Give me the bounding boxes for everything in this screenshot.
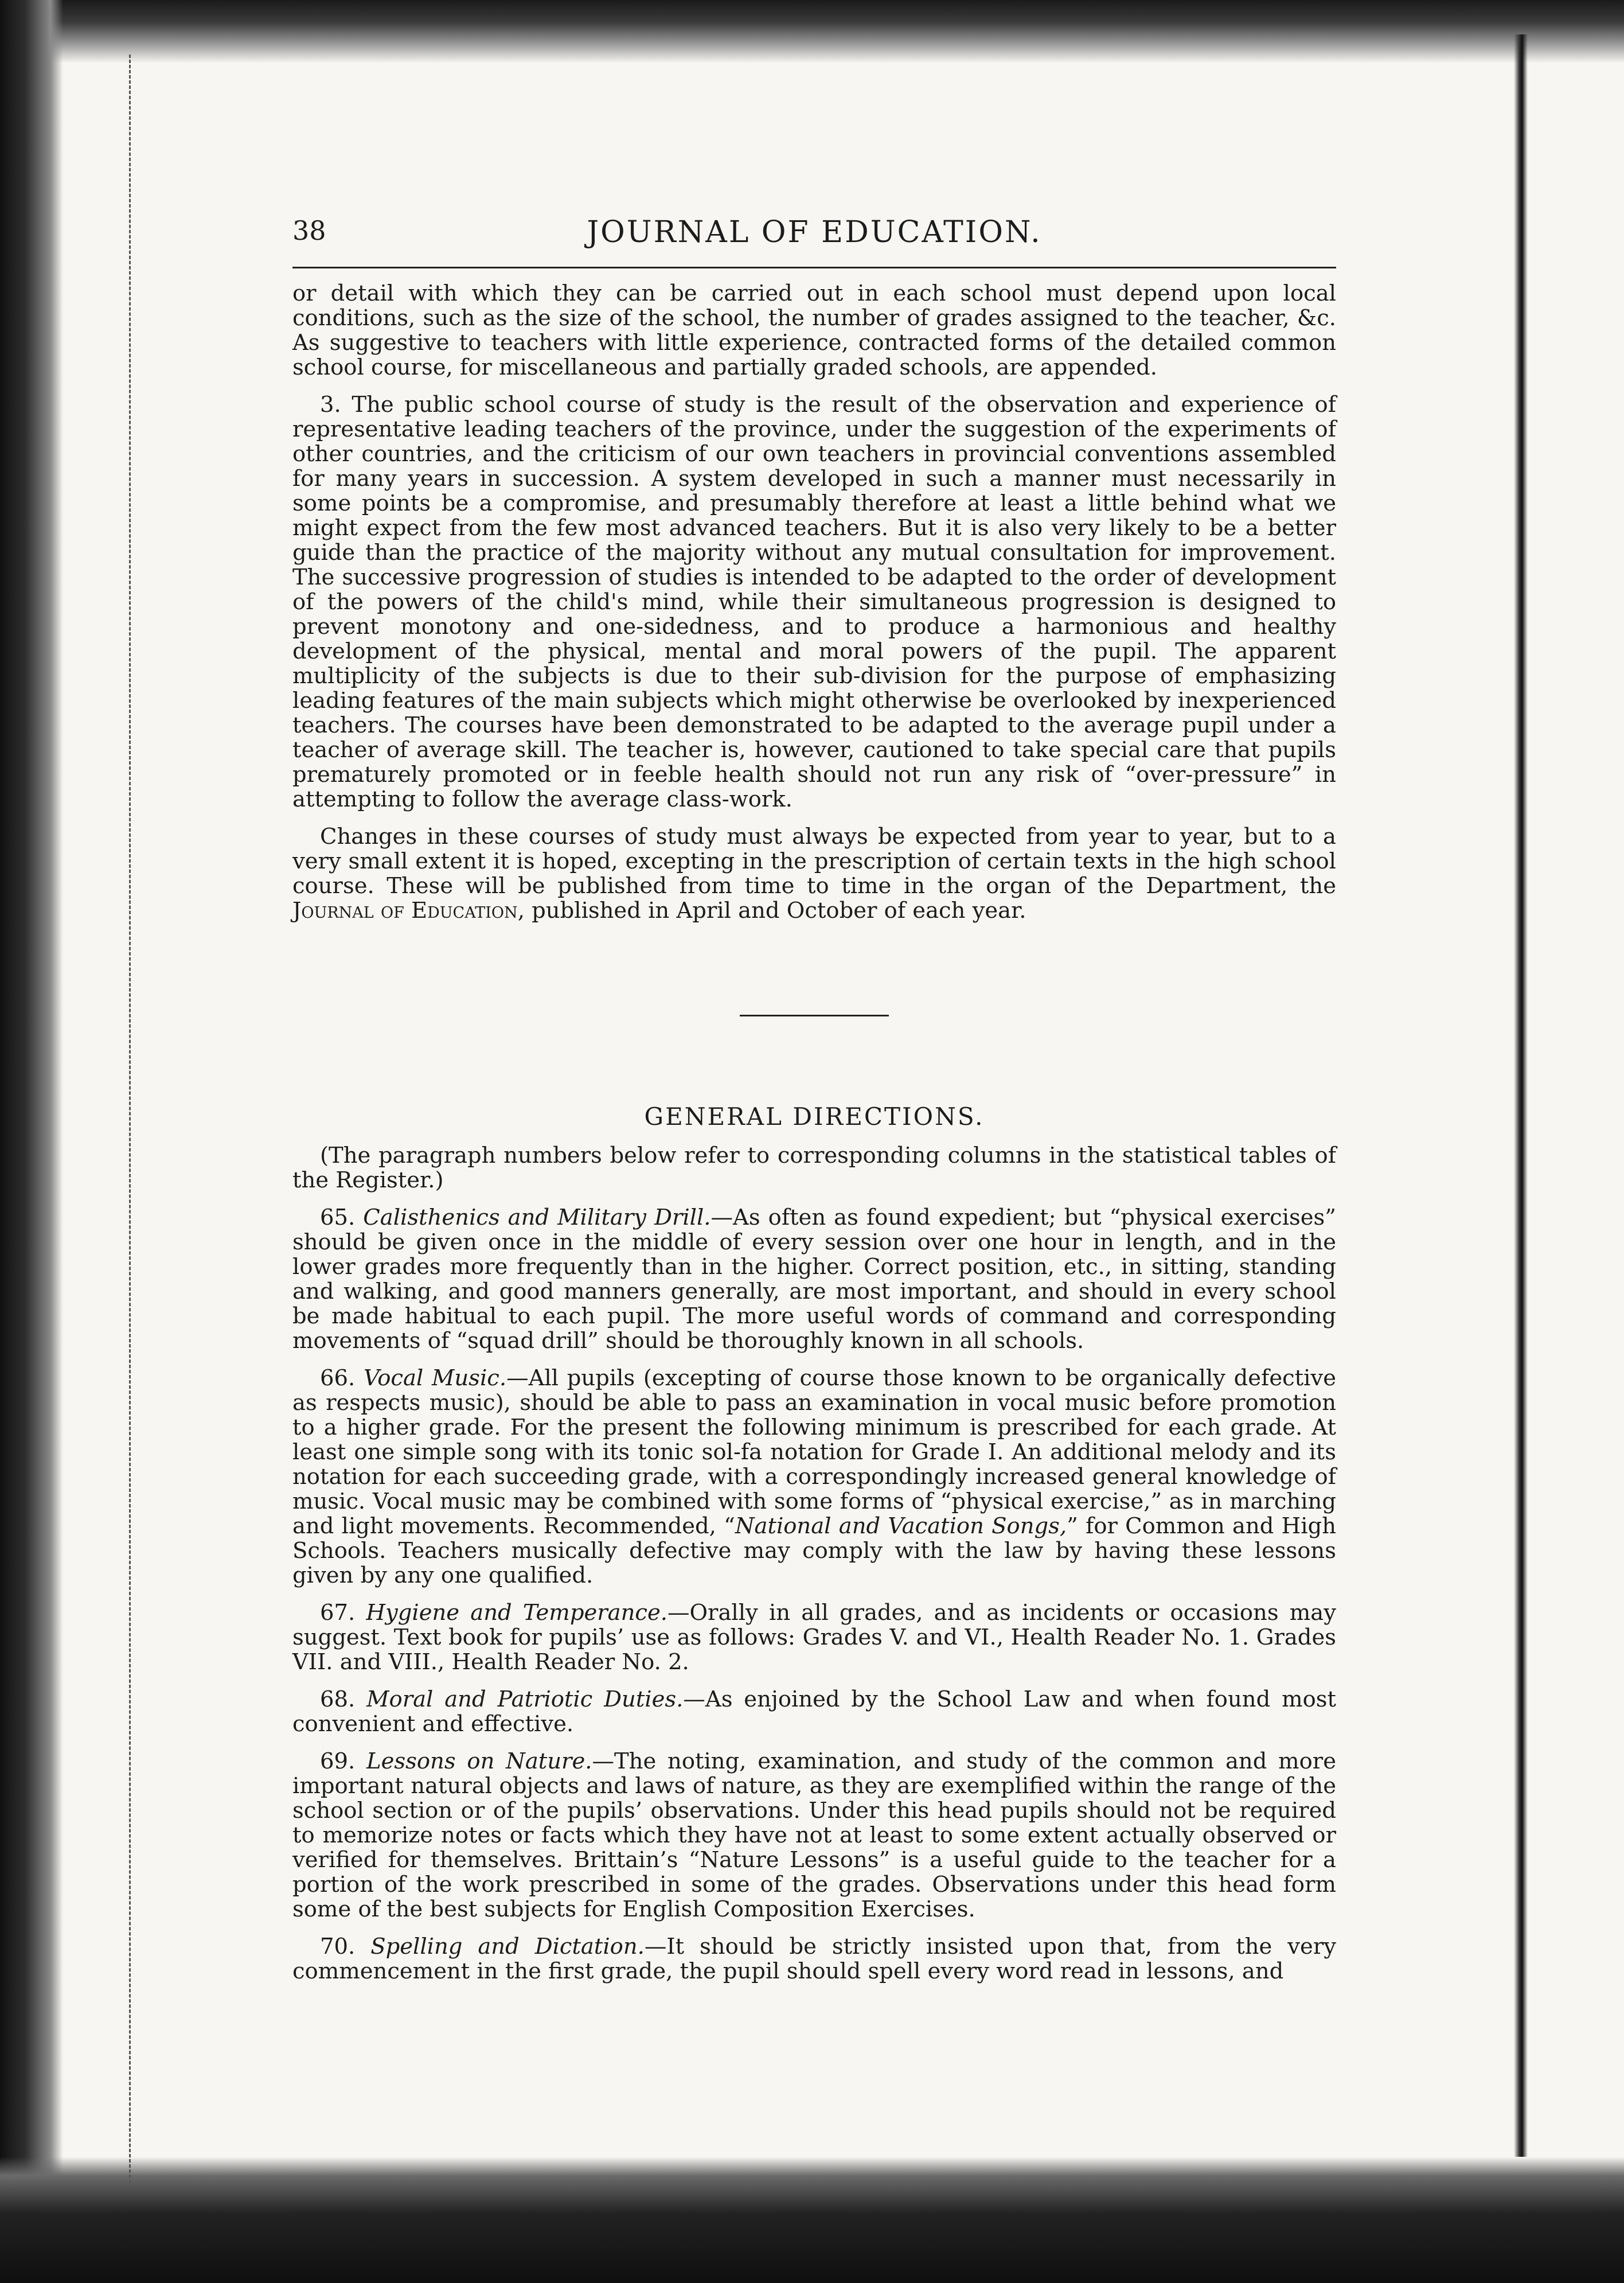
scan-shadow-left — [0, 0, 63, 2283]
item-title: Calisthenics and Military Drill. — [363, 1205, 711, 1230]
page-header — [292, 204, 1336, 267]
item-title: Vocal Music. — [363, 1365, 507, 1391]
journal-title: Journal of Education — [292, 898, 518, 924]
header-rule — [292, 267, 1336, 268]
item-body: —Orally in all grades, and as incidents or occasions may suggest. Text book for pupils’ use as follows: Grades V. and VI., Health Reader No. 1. Grades VII. and VIII., Health Reader No. 2. — [292, 1600, 1336, 1675]
directions-item-68 — [292, 1687, 1336, 1736]
item-body: —As often as found expedient; but “physical exercises” should be given once in the middle of every session over one hour in length, and in the lower grades more frequently than in the higher. Correct position, etc., in sitting, standing and walking, and good manners generally, are most important, and should in every school be made habitual to each pupil. The more useful words of command and corresponding movements of “squad drill” should be thoroughly known in all schools. — [292, 1205, 1336, 1354]
item-title: Moral and Patriotic Duties. — [366, 1686, 684, 1712]
changes-paragraph — [292, 824, 1336, 923]
item-title: Lessons on Nature. — [366, 1748, 592, 1774]
directions-item-67 — [292, 1600, 1336, 1674]
item-body-continued: ” for Common and High Schools. Teachers musically defective may comply with the law by having these lessons given by any one qualified. — [292, 1513, 1337, 1588]
directions-item-66 — [292, 1366, 1336, 1588]
section-note: (The paragraph numbers below refer to corresponding columns in the statistical tables of the Register.) — [292, 1143, 1336, 1193]
paragraph-3: 3. The public school course of study is the result of the observation and experience of representative leading teachers of the province, under the suggestion of the experiments of other countries, and the criticism of our own teachers in provincial conventions assembled for many years in succession. A system developed in such a manner must necessarily in some points be a compromise, and presumably therefore at least a little behind what we might expect from the few most advanced teachers. But it is also very likely to be a better guide than the practice of the majority without any mutual consultation for improvement. The successive progression of studies is intended to be adapted to the order of development of the powers of the child's mind, while their simultaneous progression is designed to prevent monotony and one-sidedness, and to produce a harmonious and healthy development of the physical, mental and moral powers of the pupil. The apparent multiplicity of the subjects is due to their sub-division for the purpose of emphasizing leading features of the main subjects which might otherwise be overlooked by inexperienced teachers. The courses have been demonstrated to be adapted to the average pupil under a teacher of average skill. The teacher is, however, cautioned to take special care that pupils prematurely promoted or in feeble health should not run any risk of “over-pressure” in attempting to follow the average class-work. — [292, 392, 1336, 812]
item-body: —As enjoined by the School Law and when found most convenient and effective. — [292, 1686, 1336, 1737]
continuation-paragraph: or detail with which they can be carried out in each school must depend upon local conditions, such as the size of the school, the number of grades assigned to the teacher, &c. As suggestive to teachers with little experience, contracted forms of the detailed common school course, for miscellaneous and partially graded schools, are appended. — [292, 280, 1336, 380]
item-title: Hygiene and Temperance. — [366, 1600, 667, 1626]
directions-item-65 — [292, 1205, 1336, 1353]
directions-item-69 — [292, 1749, 1336, 1922]
page-number: 38 — [292, 215, 326, 246]
section-divider — [740, 1015, 889, 1016]
section-heading: GENERAL DIRECTIONS. — [644, 1102, 985, 1131]
item-body: —It should be strictly insisted upon that, from the very commencement in the first grade, the pupil should spell every word read in lessons, and — [292, 1934, 1336, 1984]
scan-shadow-top — [0, 0, 1624, 63]
journal-page — [292, 204, 1336, 1984]
changes-text-end: , published in April and October of each year. — [517, 898, 1026, 924]
item-number: 68. — [320, 1686, 356, 1712]
item-title: Spelling and Dictation. — [370, 1934, 645, 1959]
item-body: —All pupils (excepting of course those known to be organically defective as respects music), should be able to pass an examination in vocal music before promotion to a higher grade. For the present the following minimum is prescribed for each grade. At least one simple song with its tonic sol-fa notation for Grade I. An additional melody and its notation for each succeeding grade, with a correspondingly increased general knowledge of music. Vocal music may be combined with some forms of “physical exercise,” as in marching and light movements. Recommended, “ — [292, 1365, 1336, 1539]
item-number: 70. — [320, 1934, 356, 1959]
item-number: 66. — [320, 1365, 356, 1391]
scan-shadow-right — [1514, 34, 1528, 2157]
directions-item-70 — [292, 1934, 1336, 1984]
item-number: 65. — [320, 1205, 356, 1230]
item-body: —The noting, examination, and study of the common and more important natural objects and laws of nature, as they are exemplified within the range of the school section or of the pupils’ observations. Under this head pupils should not be required to memorize notes or facts which they have not at least to some extent actually observed or verified for themselves. Brittain’s “Nature Lessons” is a useful guide to the teacher for a portion of the work prescribed in some of the grades. Observations under this head form some of the best subjects for English Composition Exercises. — [292, 1748, 1336, 1922]
item-number: 67. — [320, 1600, 356, 1626]
song-book-title: National and Vacation Songs, — [735, 1513, 1067, 1539]
item-number: 69. — [320, 1748, 356, 1774]
running-head: JOURNAL OF EDUCATION. — [587, 215, 1042, 250]
changes-text-start: Changes in these courses of study must always be expected from year to year, but to a very small extent it is hoped, excepting in the prescription of certain texts in the high school course. These will be published from time to time in the organ of the Department, the — [292, 824, 1336, 899]
